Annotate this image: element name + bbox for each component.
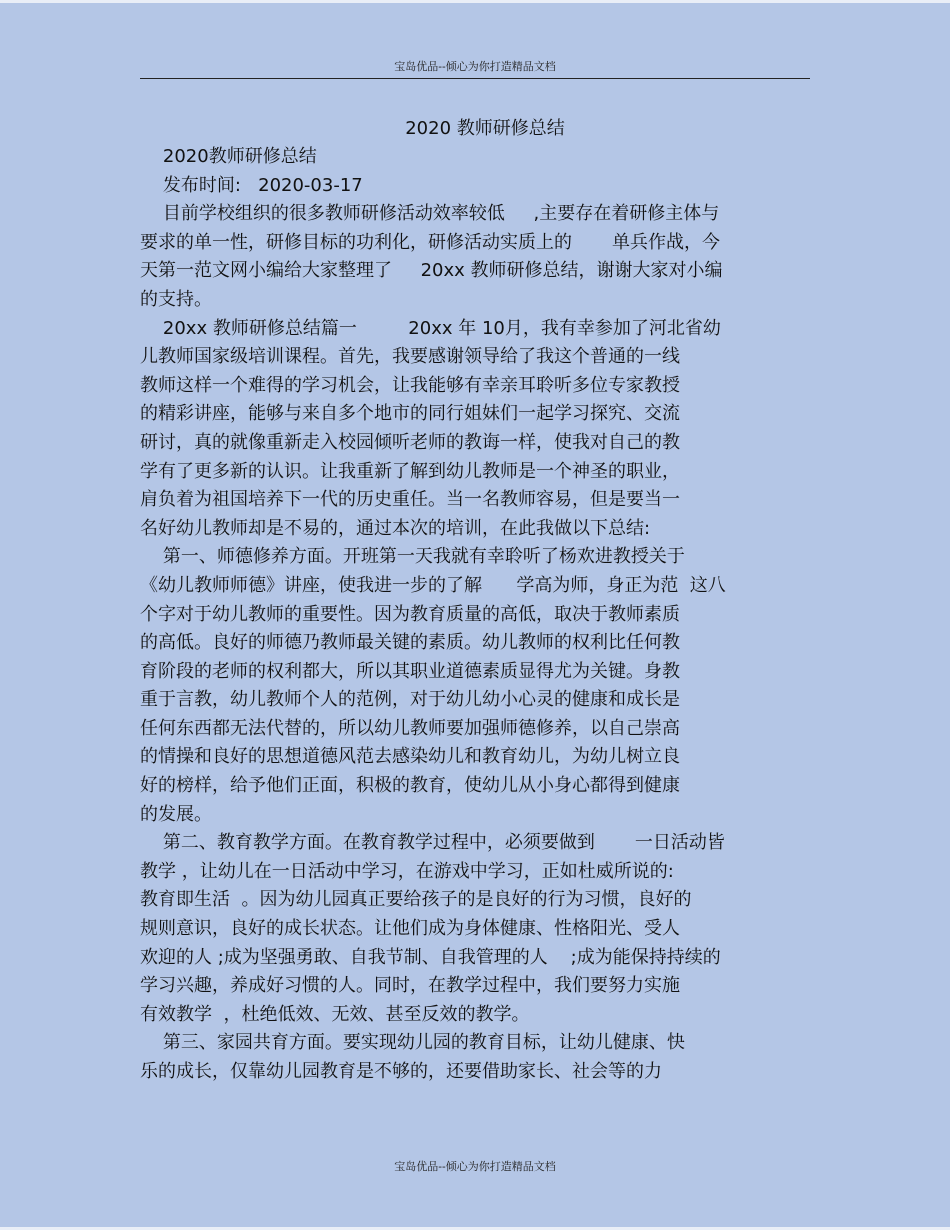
text-line: 好的榜样，给予他们正面，积极的教育，使幼儿从小身心都得到健康	[140, 775, 680, 797]
text-line: 教师这样一个难得的学习机会，让我能够有幸亲耳聆听多位专家教授	[140, 374, 680, 396]
text-line: 第三、家园共育方面。要实现幼儿园的教育目标，让幼儿健康、快	[140, 1032, 685, 1054]
text-line: 肩负着为祖国培养下一代的历史重任。当一名教师容易，但是要当一	[140, 489, 680, 511]
header-divider	[140, 78, 810, 79]
page-header: 宝岛优品--倾心为你打造精品文档	[394, 60, 556, 73]
text-line: 学有了更多新的认识。让我重新了解到幼儿教师是一个神圣的职业，	[140, 460, 680, 482]
text-line: 育阶段的老师的权利都大，所以其职业道德素质显得尤为关键。身教	[140, 660, 680, 682]
text-line: 要求的单一性，研修目标的功利化，研修活动实质上的 单兵作战，今	[140, 231, 721, 253]
text-line: 发布时间: 2020-03-17	[140, 174, 363, 196]
text-line: 有效教学 ，杜绝低效、无效、甚至反效的教学。	[140, 1003, 530, 1025]
text-line: 的情操和良好的思想道德风范去感染幼儿和教育幼儿，为幼儿树立良	[140, 746, 680, 768]
text-line: 的精彩讲座，能够与来自多个地市的同行姐妹们一起学习探究、交流	[140, 403, 680, 425]
page-top-edge	[0, 0, 950, 3]
text-line: 名好幼儿教师却是不易的，通过本次的培训，在此我做以下总结:	[140, 517, 651, 539]
text-line: 目前学校组织的很多教师研修活动效率较低 ,主要存在着研修主体与	[140, 203, 720, 225]
text-line: 儿教师国家级培训课程。首先，我要感谢领导给了我这个普通的一线	[140, 346, 680, 368]
text-line: 《幼儿教师师德》讲座，使我进一步的了解 学高为师，身正为范 这八	[140, 574, 726, 596]
text-line: 2020教师研修总结	[140, 146, 317, 167]
text-line: 研讨，真的就像重新走入校园倾听老师的教诲一样，使我对自己的教	[140, 431, 680, 453]
text-line: 教育即生活 。因为幼儿园真正要给孩子的是良好的行为习惯，良好的	[140, 889, 692, 911]
document-title: 2020 教师研修总结	[405, 118, 565, 139]
text-line: 20xx 教师研修总结篇一 20xx 年 10月，我有幸参加了河北省幼	[140, 317, 721, 339]
text-line: 乐的成长，仅靠幼儿园教育是不够的，还要借助家长、社会等的力	[140, 1061, 662, 1082]
text-line: 的支持。	[140, 288, 212, 310]
text-line: 规则意识，良好的成长状态。让他们成为身体健康、性格阳光、受人	[140, 918, 680, 940]
text-line: 教学 ，让幼儿在一日活动中学习，在游戏中学习，正如杜威所说的:	[140, 860, 674, 882]
text-line: 第一、师德修养方面。开班第一天我就有幸聆听了杨欢进教授关于	[140, 546, 685, 568]
text-line: 个字对于幼儿教师的重要性。因为教育质量的高低，取决于教师素质	[140, 603, 680, 625]
text-line: 欢迎的人 ;成为坚强勇敢、自我节制、自我管理的人 ;成为能保持持续的	[140, 946, 721, 968]
text-line: 任何东西都无法代替的，所以幼儿教师要加强师德修养，以自己崇高	[140, 717, 680, 739]
page-footer: 宝岛优品--倾心为你打造精品文档	[394, 1160, 556, 1173]
text-line: 学习兴趣，养成好习惯的人。同时，在教学过程中，我们要努力实施	[140, 975, 680, 997]
text-line: 的高低。良好的师德乃教师最关键的素质。幼儿教师的权利比任何教	[140, 632, 680, 654]
text-line: 的发展。	[140, 803, 212, 825]
text-line: 天第一范文网小编给大家整理了 20xx 教师研修总结，谢谢大家对小编	[140, 260, 723, 282]
text-line: 重于言教，幼儿教师个人的范例，对于幼儿幼小心灵的健康和成长是	[140, 689, 680, 711]
text-line: 第二、教育教学方面。在教育教学过程中，必须要做到 一日活动皆	[140, 832, 725, 854]
document-lines	[140, 143, 810, 1087]
document-body	[140, 115, 810, 1087]
